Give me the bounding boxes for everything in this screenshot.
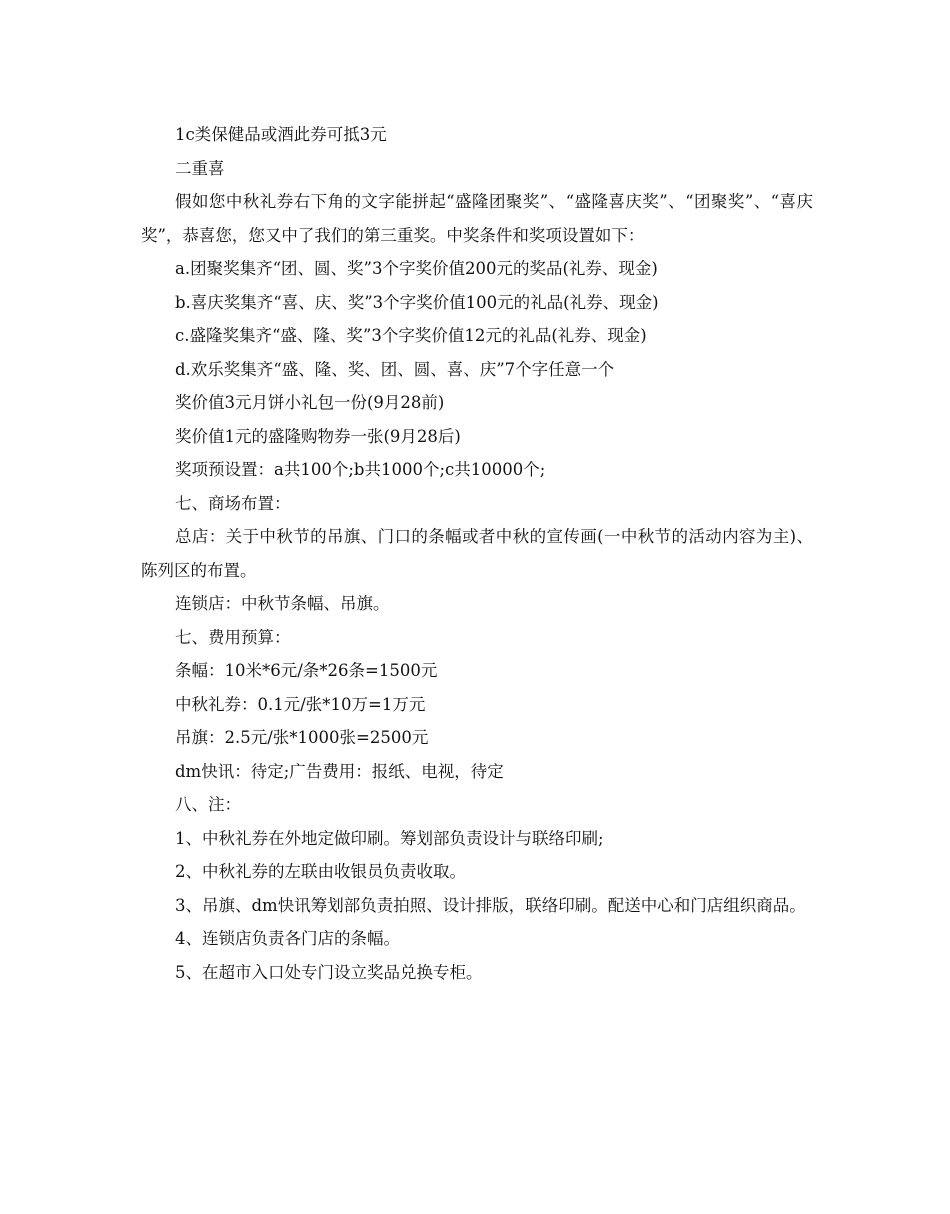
heading-store-layout: 七、商场布置： xyxy=(175,493,291,513)
paragraph-main-store: 总店：关于中秋节的吊旗、门口的条幅或者中秋的宣传画(一中秋节的活动内容为主)、陈列区的布置。 xyxy=(141,527,813,580)
paragraph-prize-quantities: 奖项预设置：a共100个;b共1000个;c共10000个; xyxy=(175,460,546,479)
paragraph-prize-d: d.欢乐奖集齐“盛、隆、奖、团、圆、喜、庆”7个字任意一个 xyxy=(175,359,615,379)
paragraph-chain-store: 连锁店：中秋节条幅、吊旗。 xyxy=(175,594,390,613)
budget-gift-voucher: 中秋礼券：0.1元/张*10万=1万元 xyxy=(175,694,426,714)
paragraph-mooncake-gift: 奖价值3元月饼小礼包一份(9月28前) xyxy=(175,393,445,412)
budget-dm-ads: dm快讯：待定;广告费用：报纸、电视，待定 xyxy=(175,761,504,781)
heading-notes: 八、注： xyxy=(175,795,241,814)
paragraph-health-voucher: 1c类保健品或酒此券可抵3元 xyxy=(175,125,387,144)
paragraph-prize-c: c.盛隆奖集齐“盛、隆、奖”3个字奖价值12元的礼品(礼券、现金) xyxy=(175,326,647,345)
paragraph-third-prize-intro: 假如您中秋礼券右下角的文字能拼起“盛隆团聚奖”、“盛隆喜庆奖”、“团聚奖”、“喜庆奖”，恭喜您，您又中了我们的第三重奖。中奖条件和奖项设置如下： xyxy=(141,192,813,245)
document-body xyxy=(141,118,813,989)
note-2: 2、中秋礼券的左联由收银员负责收取。 xyxy=(175,862,466,881)
note-1: 1、中秋礼券在外地定做印刷。筹划部负责设计与联络印刷; xyxy=(175,828,604,848)
paragraph-prize-a: a.团聚奖集齐“团、圆、奖”3个字奖价值200元的奖品(礼券、现金) xyxy=(175,259,658,278)
paragraph-shopping-voucher: 奖价值1元的盛隆购物券一张(9月28后) xyxy=(175,426,461,446)
paragraph-prize-b: b.喜庆奖集齐“喜、庆、奖”3个字奖价值100元的礼品(礼券、现金) xyxy=(175,292,659,312)
note-3: 3、吊旗、dm快讯筹划部负责拍照、设计排版，联络印刷。配送中心和门店组织商品。 xyxy=(175,895,806,915)
note-4: 4、连锁店负责各门店的条幅。 xyxy=(175,929,400,948)
heading-budget: 七、费用预算： xyxy=(175,627,291,647)
paragraph-second-prize-heading: 二重喜 xyxy=(175,158,225,178)
budget-banner: 条幅：10米*6元/条*26条=1500元 xyxy=(175,661,438,680)
budget-hanging-flag: 吊旗：2.5元/张*1000张=2500元 xyxy=(175,728,429,747)
note-5: 5、在超市入口处专门设立奖品兑换专柜。 xyxy=(175,962,483,982)
